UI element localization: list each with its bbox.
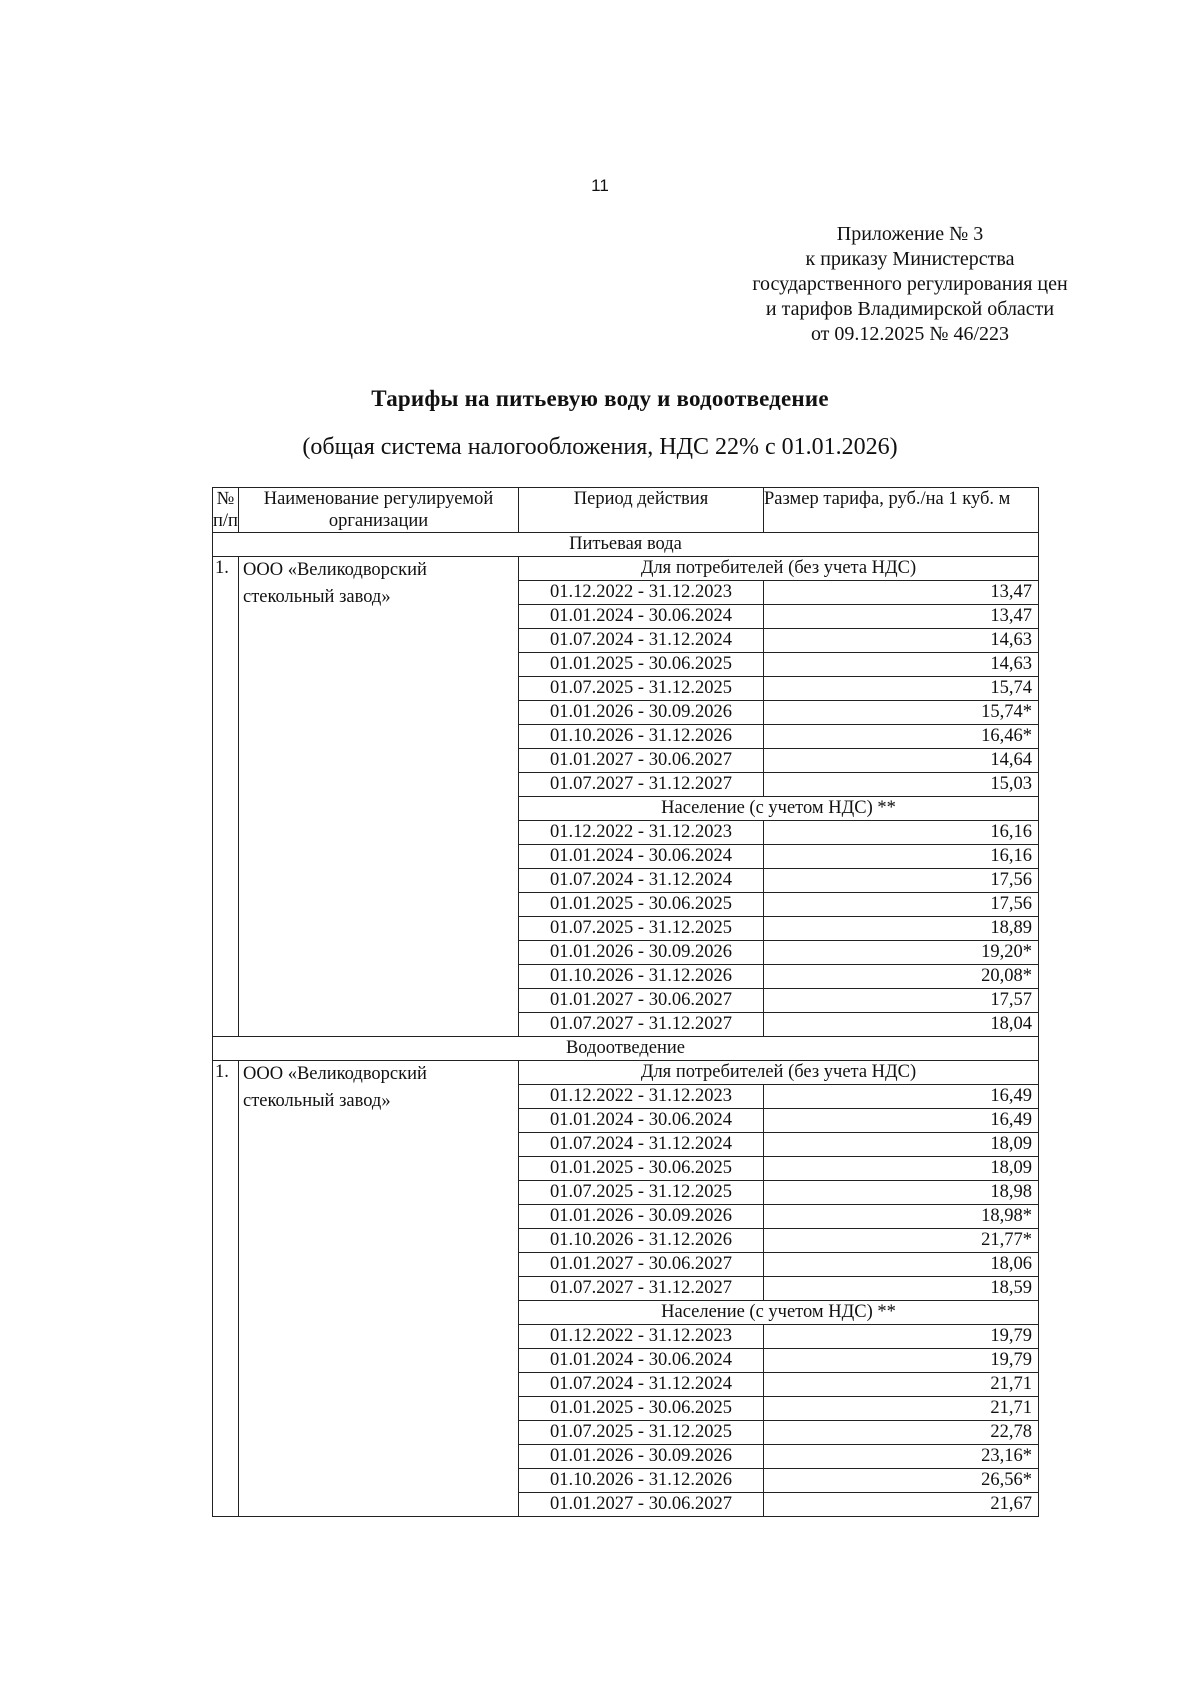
period-cell: 01.01.2026 - 30.09.2026: [519, 701, 764, 725]
section-header-row: [213, 1037, 1039, 1061]
tariff-value-cell: 13,47: [764, 581, 1039, 605]
period-cell: 01.07.2027 - 31.12.2027: [519, 1277, 764, 1301]
appendix-line: к приказу Министерства: [805, 248, 1015, 270]
tariff-value-cell: 18,59: [764, 1277, 1039, 1301]
period-cell: 01.01.2027 - 30.06.2027: [519, 1253, 764, 1277]
tariff-value-cell: 18,09: [764, 1157, 1039, 1181]
period-cell: 01.01.2025 - 30.06.2025: [519, 893, 764, 917]
organization-name: ООО «Великодворский стекольный завод»: [239, 557, 519, 1037]
period-cell: 01.07.2024 - 31.12.2024: [519, 1373, 764, 1397]
tariff-value-cell: 19,79: [764, 1325, 1039, 1349]
period-cell: 01.01.2025 - 30.06.2025: [519, 653, 764, 677]
period-cell: 01.12.2022 - 31.12.2023: [519, 581, 764, 605]
appendix-line: Приложение № 3: [836, 223, 984, 245]
tariff-value-cell: 14,64: [764, 749, 1039, 773]
row-number: 1.: [213, 557, 239, 1037]
page-number: 11: [591, 176, 609, 195]
group-header-row: [213, 1061, 1039, 1085]
tariff-value-cell: 18,98*: [764, 1205, 1039, 1229]
period-cell: 01.10.2026 - 31.12.2026: [519, 965, 764, 989]
group-title: Для потребителей (без учета НДС): [519, 1061, 1039, 1085]
table-header-row: [213, 488, 1039, 533]
period-cell: 01.01.2027 - 30.06.2027: [519, 989, 764, 1013]
tariff-value-cell: 13,47: [764, 605, 1039, 629]
organization-name: ООО «Великодворский стекольный завод»: [239, 1061, 519, 1517]
appendix-reference: [700, 222, 1120, 347]
tariff-value-cell: 19,79: [764, 1349, 1039, 1373]
tariff-value-cell: 17,56: [764, 893, 1039, 917]
appendix-line: от 09.12.2025 № 46/223: [810, 323, 1010, 345]
section-title: Питьевая вода: [213, 533, 1039, 557]
tariff-value-cell: 15,74: [764, 677, 1039, 701]
tariff-value-cell: 23,16*: [764, 1445, 1039, 1469]
row-number: 1.: [213, 1061, 239, 1517]
tariff-value-cell: 16,49: [764, 1109, 1039, 1133]
tariff-value-cell: 21,67: [764, 1493, 1039, 1517]
table-body: [213, 533, 1039, 1517]
tariff-value-cell: 21,77*: [764, 1229, 1039, 1253]
document-title: Тарифы на питьевую воду и водоотведение: [371, 386, 829, 411]
header-num: № п/п: [213, 489, 238, 531]
group-title: Население (с учетом НДС) **: [519, 797, 1039, 821]
tariff-value-cell: 18,89: [764, 917, 1039, 941]
tariff-value-cell: 18,98: [764, 1181, 1039, 1205]
period-cell: 01.07.2025 - 31.12.2025: [519, 917, 764, 941]
period-cell: 01.10.2026 - 31.12.2026: [519, 725, 764, 749]
period-cell: 01.07.2025 - 31.12.2025: [519, 677, 764, 701]
appendix-line: государственного регулирования цен: [752, 273, 1068, 295]
tariff-value-cell: 16,49: [764, 1085, 1039, 1109]
header-org: Наименование регулируемой организации: [239, 488, 519, 533]
tariff-value-cell: 17,56: [764, 869, 1039, 893]
tariff-value-cell: 14,63: [764, 653, 1039, 677]
tariff-value-cell: 20,08*: [764, 965, 1039, 989]
tariff-value-cell: 15,03: [764, 773, 1039, 797]
group-title: Для потребителей (без учета НДС): [519, 557, 1039, 581]
period-cell: 01.01.2026 - 30.09.2026: [519, 1445, 764, 1469]
period-cell: 01.01.2027 - 30.06.2027: [519, 1493, 764, 1517]
period-cell: 01.12.2022 - 31.12.2023: [519, 1085, 764, 1109]
section-header-row: [213, 533, 1039, 557]
header-rate: Размер тарифа, руб./на 1 куб. м: [764, 488, 1039, 533]
period-cell: 01.01.2024 - 30.06.2024: [519, 1349, 764, 1373]
tariff-value-cell: 26,56*: [764, 1469, 1039, 1493]
period-cell: 01.12.2022 - 31.12.2023: [519, 1325, 764, 1349]
tariff-value-cell: 17,57: [764, 989, 1039, 1013]
header-period: Период действия: [519, 488, 764, 533]
period-cell: 01.07.2024 - 31.12.2024: [519, 1133, 764, 1157]
tariff-value-cell: 16,16: [764, 845, 1039, 869]
period-cell: 01.07.2024 - 31.12.2024: [519, 629, 764, 653]
period-cell: 01.01.2024 - 30.06.2024: [519, 605, 764, 629]
period-cell: 01.01.2026 - 30.09.2026: [519, 1205, 764, 1229]
period-cell: 01.07.2024 - 31.12.2024: [519, 869, 764, 893]
period-cell: 01.10.2026 - 31.12.2026: [519, 1469, 764, 1493]
tariff-value-cell: 15,74*: [764, 701, 1039, 725]
section-title: Водоотведение: [213, 1037, 1039, 1061]
period-cell: 01.12.2022 - 31.12.2023: [519, 821, 764, 845]
period-cell: 01.07.2025 - 31.12.2025: [519, 1421, 764, 1445]
period-cell: 01.01.2024 - 30.06.2024: [519, 845, 764, 869]
period-cell: 01.07.2027 - 31.12.2027: [519, 773, 764, 797]
tariff-table: [212, 487, 1039, 1517]
tariff-value-cell: 16,16: [764, 821, 1039, 845]
appendix-line: и тарифов Владимирской области: [765, 298, 1055, 320]
period-cell: 01.10.2026 - 31.12.2026: [519, 1229, 764, 1253]
tariff-value-cell: 18,06: [764, 1253, 1039, 1277]
document-subtitle: (общая система налогообложения, НДС 22% с 01.01.2026): [302, 434, 898, 460]
group-title: Население (с учетом НДС) **: [519, 1301, 1039, 1325]
period-cell: 01.01.2025 - 30.06.2025: [519, 1157, 764, 1181]
period-cell: 01.01.2027 - 30.06.2027: [519, 749, 764, 773]
period-cell: 01.01.2025 - 30.06.2025: [519, 1397, 764, 1421]
tariff-value-cell: 19,20*: [764, 941, 1039, 965]
tariff-value-cell: 14,63: [764, 629, 1039, 653]
period-cell: 01.07.2027 - 31.12.2027: [519, 1013, 764, 1037]
period-cell: 01.01.2024 - 30.06.2024: [519, 1109, 764, 1133]
tariff-value-cell: 16,46*: [764, 725, 1039, 749]
group-header-row: [213, 557, 1039, 581]
tariff-value-cell: 22,78: [764, 1421, 1039, 1445]
tariff-value-cell: 18,09: [764, 1133, 1039, 1157]
tariff-value-cell: 21,71: [764, 1397, 1039, 1421]
period-cell: 01.07.2025 - 31.12.2025: [519, 1181, 764, 1205]
period-cell: 01.01.2026 - 30.09.2026: [519, 941, 764, 965]
tariff-value-cell: 18,04: [764, 1013, 1039, 1037]
tariff-value-cell: 21,71: [764, 1373, 1039, 1397]
